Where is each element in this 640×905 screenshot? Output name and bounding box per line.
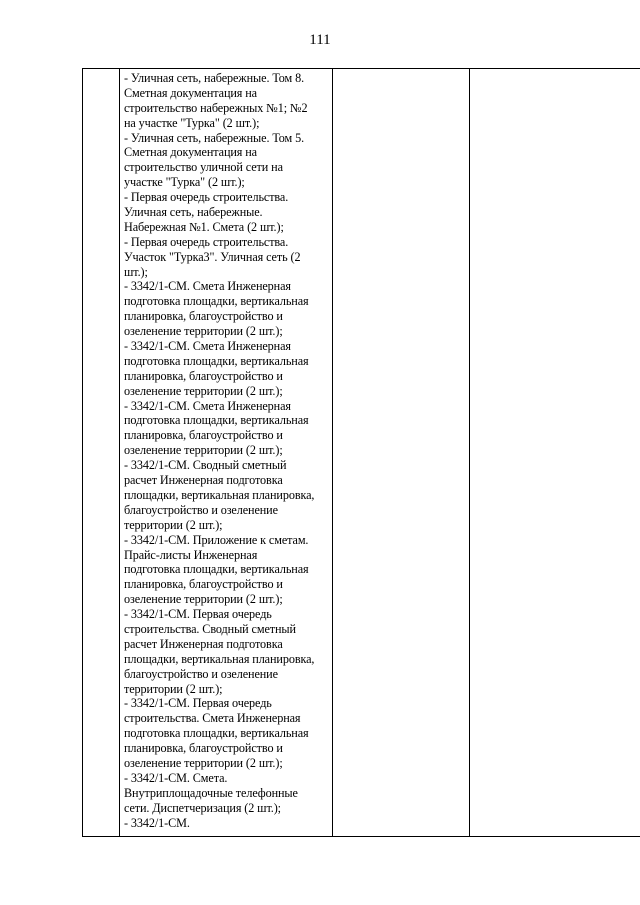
document-line: подготовка площадки, вертикальная <box>124 562 309 577</box>
document-line: Уличная сеть, набережные. <box>124 205 263 220</box>
document-line: расчет Инженерная подготовка <box>124 636 283 651</box>
document-line: благоустройство и озеленение <box>124 502 278 517</box>
document-line: - Уличная сеть, набережные. Том 5. <box>124 130 305 145</box>
document-line: планировка, благоустройство и <box>124 741 283 756</box>
document-line: на участке "Турка" (2 шт.); <box>124 115 260 130</box>
document-line: озеленение территории (2 шт.); <box>124 383 283 398</box>
document-line: озеленение территории (2 шт.); <box>124 324 283 339</box>
document-line: планировка, благоустройство и <box>124 577 283 592</box>
document-line: - 3342/1-СМ. Смета Инженерная <box>124 398 291 413</box>
document-line: Внутриплощадочные телефонные <box>124 785 298 800</box>
document-line: Участок "Турка3". Уличная сеть (2 <box>124 249 301 264</box>
document-line: озеленение территории (2 шт.); <box>124 755 283 770</box>
page-number: 111 <box>309 32 331 48</box>
document-line: подготовка площадки, вертикальная <box>124 353 309 368</box>
document-line: Набережная №1. Смета (2 шт.); <box>124 219 284 234</box>
document-line: озеленение территории (2 шт.); <box>124 443 283 458</box>
document-line: - 3342/1-СМ. Смета. <box>124 770 228 785</box>
document-line: строительство набережных №1; №2 <box>124 100 308 115</box>
document-line: подготовка площадки, вертикальная <box>124 726 309 741</box>
document-line: площадки, вертикальная планировка, <box>124 487 315 502</box>
documents-list <box>120 69 332 830</box>
table-cell-empty-2 <box>470 69 640 837</box>
document-line: территории (2 шт.); <box>124 517 223 532</box>
table-cell-documents <box>120 69 333 837</box>
document-line: шт.); <box>124 264 148 279</box>
document-line: - 3342/1-СМ. Приложение к сметам. <box>124 532 309 547</box>
document-line: - 3342/1-СМ. Сводный сметный <box>124 458 287 473</box>
document-line: строительство уличной сети на <box>124 160 283 175</box>
document-line: - Первая очередь строительства. <box>124 190 289 205</box>
document-line: планировка, благоустройство и <box>124 428 283 443</box>
document-line: строительства. Сводный сметный <box>124 621 296 636</box>
document-line: - 3342/1-СМ. <box>124 815 190 830</box>
document-line: - 3342/1-СМ. Первая очередь <box>124 696 272 711</box>
table-row <box>83 69 640 837</box>
document-line: благоустройство и озеленение <box>124 666 278 681</box>
document-line: планировка, благоустройство и <box>124 368 283 383</box>
document-line: планировка, благоустройство и <box>124 309 283 324</box>
document-line: площадки, вертикальная планировка, <box>124 651 315 666</box>
document-line: строительства. Смета Инженерная <box>124 711 301 726</box>
table-cell-empty-1 <box>333 69 470 837</box>
document-line: - Уличная сеть, набережные. Том 8. <box>124 71 305 85</box>
document-line: расчет Инженерная подготовка <box>124 473 283 488</box>
document-line: сети. Диспетчеризация (2 шт.); <box>124 800 281 815</box>
document-table <box>82 68 640 837</box>
document-line: Сметная документация на <box>124 85 257 100</box>
document-line: Прайс-листы Инженерная <box>124 547 258 562</box>
document-line: - Первая очередь строительства. <box>124 234 289 249</box>
document-line: территории (2 шт.); <box>124 681 223 696</box>
document-line: участке "Турка" (2 шт.); <box>124 175 245 190</box>
document-line: подготовка площадки, вертикальная <box>124 294 309 309</box>
document-line: озеленение территории (2 шт.); <box>124 592 283 607</box>
document-line: - 3342/1-СМ. Первая очередь <box>124 607 272 622</box>
document-line: Сметная документация на <box>124 145 257 160</box>
table-cell-number <box>83 69 120 837</box>
document-line: - 3342/1-СМ. Смета Инженерная <box>124 279 291 294</box>
document-line: подготовка площадки, вертикальная <box>124 413 309 428</box>
document-line: - 3342/1-СМ. Смета Инженерная <box>124 339 291 354</box>
